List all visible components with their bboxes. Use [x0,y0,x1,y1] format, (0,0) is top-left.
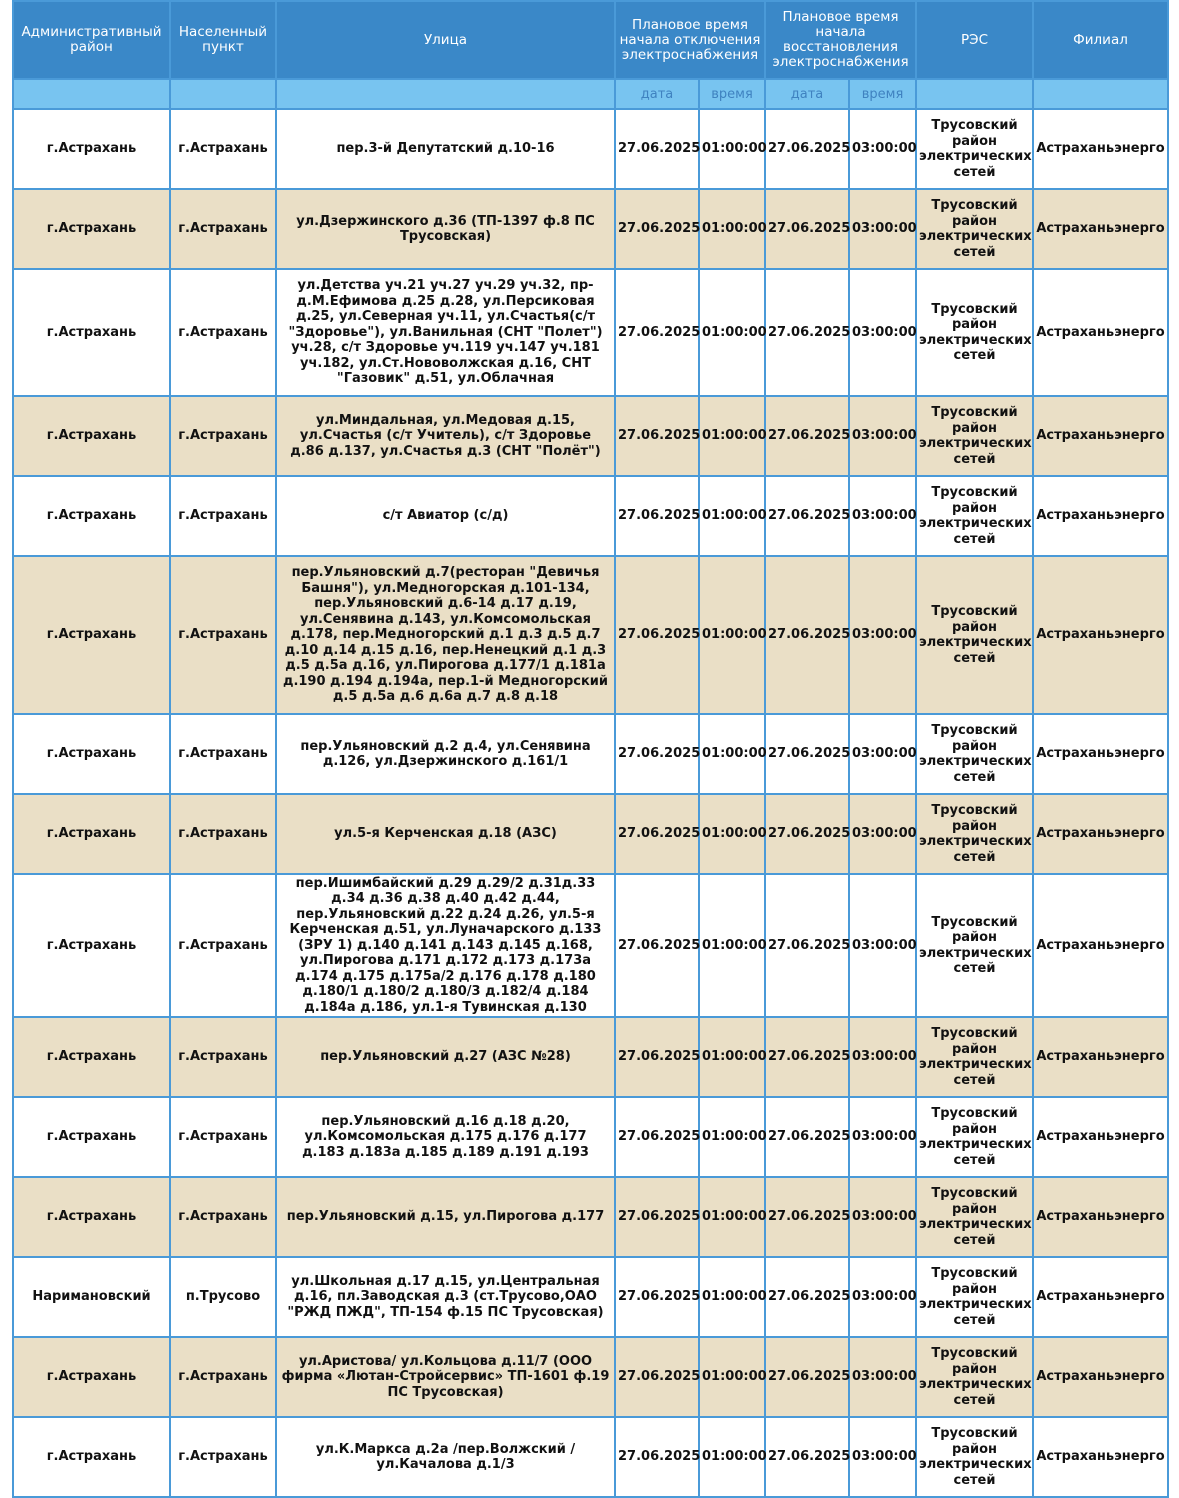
cell-off-date: 27.06.2025 [615,189,699,269]
header-district: Административный район [13,1,170,79]
cell-off-time: 01:00:00 [699,1337,765,1417]
cell-locality: г.Астрахань [170,189,276,269]
cell-off-time: 01:00:00 [699,396,765,476]
cell-branch: Астраханьэнерго [1033,1097,1168,1177]
cell-district: г.Астрахань [13,1417,170,1497]
cell-district: г.Астрахань [13,109,170,189]
cell-street: ул.Детства уч.21 уч.27 уч.29 уч.32, пр-д.М.Ефимова д.25 д.28, ул.Персиковая д.25, ул.Северная уч.11, ул.Счастья(с/т "Здоровье"), ул.Ванильная (СНТ "Полет") уч.28, с/т Здоровье уч.119 уч.147 уч.181 уч.182, ул.Ст.Нововолжская д.16, СНТ "Газовик" д.51, ул.Облачная [276,269,615,396]
cell-locality: п.Трусово [170,1257,276,1337]
cell-res: Трусовский район электрических сетей [916,1337,1033,1417]
cell-district: г.Астрахань [13,189,170,269]
cell-off-date: 27.06.2025 [615,476,699,556]
cell-off-time: 01:00:00 [699,556,765,714]
cell-street: ул.Школьная д.17 д.15, ул.Центральная д.16, пл.Заводская д.3 (ст.Трусово,ОАО "РЖД ПЖД", ТП-154 ф.15 ПС Трусовская) [276,1257,615,1337]
table-row [13,1097,1168,1177]
table-row [13,1177,1168,1257]
cell-on-time: 03:00:00 [849,1337,916,1417]
cell-off-date: 27.06.2025 [615,109,699,189]
cell-branch: Астраханьэнерго [1033,556,1168,714]
cell-locality: г.Астрахань [170,1337,276,1417]
cell-off-date: 27.06.2025 [615,269,699,396]
cell-on-date: 27.06.2025 [765,874,849,1017]
cell-district: г.Астрахань [13,1337,170,1417]
cell-on-time: 03:00:00 [849,109,916,189]
cell-off-time: 01:00:00 [699,1257,765,1337]
cell-off-time: 01:00:00 [699,269,765,396]
table-row [13,396,1168,476]
cell-branch: Астраханьэнерго [1033,476,1168,556]
cell-street: пер.Ишимбайский д.29 д.29/2 д.31д.33 д.34 д.36 д.38 д.40 д.42 д.44, пер.Ульяновский д.22 д.24 д.26, ул.5-я Керченская д.51, ул.Луначарского д.133 (ЗРУ 1) д.140 д.141 д.143 д.145 д.168, ул.Пирогова д.171 д.172 д.173 д.173а д.174 д.175 д.175а/2 д.176 д.178 д.180 д.180/1 д.180/2 д.180/3 д.182/4 д.184 д.184а д.186, ул.1-я Тувинская д.130 [276,874,615,1017]
cell-on-time: 03:00:00 [849,396,916,476]
cell-district: г.Астрахань [13,1177,170,1257]
table-row [13,189,1168,269]
cell-locality: г.Астрахань [170,476,276,556]
cell-district: г.Астрахань [13,556,170,714]
cell-on-date: 27.06.2025 [765,1337,849,1417]
cell-res: Трусовский район электрических сетей [916,1417,1033,1497]
cell-district: г.Астрахань [13,714,170,794]
cell-branch: Астраханьэнерго [1033,1337,1168,1417]
table-row [13,476,1168,556]
cell-off-time: 01:00:00 [699,1017,765,1097]
cell-on-date: 27.06.2025 [765,714,849,794]
cell-on-date: 27.06.2025 [765,269,849,396]
table-body [13,109,1168,1497]
cell-locality: г.Астрахань [170,1097,276,1177]
cell-locality: г.Астрахань [170,1177,276,1257]
cell-branch: Астраханьэнерго [1033,714,1168,794]
cell-locality: г.Астрахань [170,269,276,396]
header-restore-start: Плановое время начала восстановления электроснабжения [765,1,916,79]
cell-res: Трусовский район электрических сетей [916,109,1033,189]
cell-res: Трусовский район электрических сетей [916,269,1033,396]
header-off-start: Плановое время начала отключения электроснабжения [615,1,765,79]
cell-locality: г.Астрахань [170,109,276,189]
table-row [13,714,1168,794]
cell-on-date: 27.06.2025 [765,556,849,714]
cell-on-date: 27.06.2025 [765,1017,849,1097]
cell-on-time: 03:00:00 [849,874,916,1017]
subheader-off-date: дата [615,79,699,109]
table-row [13,1257,1168,1337]
cell-district: г.Астрахань [13,1097,170,1177]
cell-off-date: 27.06.2025 [615,1017,699,1097]
cell-res: Трусовский район электрических сетей [916,1097,1033,1177]
cell-off-date: 27.06.2025 [615,1097,699,1177]
cell-branch: Астраханьэнерго [1033,1177,1168,1257]
cell-street: ул.Дзержинского д.36 (ТП-1397 ф.8 ПС Трусовская) [276,189,615,269]
cell-off-time: 01:00:00 [699,874,765,1017]
cell-street: пер.Ульяновский д.16 д.18 д.20, ул.Комсомольская д.175 д.176 д.177 д.183 д.183а д.185 д.189 д.191 д.193 [276,1097,615,1177]
cell-branch: Астраханьэнерго [1033,1417,1168,1497]
cell-off-date: 27.06.2025 [615,714,699,794]
cell-branch: Астраханьэнерго [1033,189,1168,269]
cell-off-time: 01:00:00 [699,714,765,794]
cell-district: г.Астрахань [13,874,170,1017]
cell-off-time: 01:00:00 [699,109,765,189]
cell-res: Трусовский район электрических сетей [916,714,1033,794]
cell-off-time: 01:00:00 [699,1097,765,1177]
cell-on-time: 03:00:00 [849,1417,916,1497]
table-row [13,1017,1168,1097]
cell-locality: г.Астрахань [170,396,276,476]
cell-on-time: 03:00:00 [849,714,916,794]
header-branch: Филиал [1033,1,1168,79]
cell-off-date: 27.06.2025 [615,1417,699,1497]
cell-res: Трусовский район электрических сетей [916,189,1033,269]
subheader-on-date: дата [765,79,849,109]
cell-off-date: 27.06.2025 [615,396,699,476]
cell-street: ул.Миндальная, ул.Медовая д.15, ул.Счастья (с/т Учитель), с/т Здоровье д.86 д.137, ул.Счастья д.3 (СНТ "Полёт") [276,396,615,476]
cell-res: Трусовский район электрических сетей [916,794,1033,874]
cell-off-time: 01:00:00 [699,794,765,874]
cell-locality: г.Астрахань [170,794,276,874]
cell-street: пер.Ульяновский д.15, ул.Пирогова д.177 [276,1177,615,1257]
cell-locality: г.Астрахань [170,874,276,1017]
cell-street: ул.К.Маркса д.2а /пер.Волжский / ул.Качалова д.1/3 [276,1417,615,1497]
cell-street: пер.Ульяновский д.2 д.4, ул.Сенявина д.126, ул.Дзержинского д.161/1 [276,714,615,794]
header-street: Улица [276,1,615,79]
cell-res: Трусовский район электрических сетей [916,1017,1033,1097]
header-locality: Населенный пункт [170,1,276,79]
cell-district: г.Астрахань [13,1017,170,1097]
cell-on-time: 03:00:00 [849,1177,916,1257]
table-row [13,794,1168,874]
table-row [13,1417,1168,1497]
cell-on-date: 27.06.2025 [765,189,849,269]
cell-street: ул.Аристова/ ул.Кольцова д.11/7 (ООО фирма «Лютан-Стройсервис» ТП-1601 ф.19 ПС Трусовская) [276,1337,615,1417]
cell-off-date: 27.06.2025 [615,1337,699,1417]
cell-off-date: 27.06.2025 [615,1257,699,1337]
cell-off-time: 01:00:00 [699,1417,765,1497]
cell-street: пер.3-й Депутатский д.10-16 [276,109,615,189]
cell-on-time: 03:00:00 [849,556,916,714]
cell-res: Трусовский район электрических сетей [916,1177,1033,1257]
cell-on-time: 03:00:00 [849,794,916,874]
cell-street: ул.5-я Керченская д.18 (АЗС) [276,794,615,874]
cell-on-time: 03:00:00 [849,1257,916,1337]
table-row [13,1337,1168,1417]
cell-locality: г.Астрахань [170,556,276,714]
cell-branch: Астраханьэнерго [1033,269,1168,396]
outage-table [12,0,1169,1498]
cell-branch: Астраханьэнерго [1033,1017,1168,1097]
cell-street: с/т Авиатор (с/д) [276,476,615,556]
cell-off-date: 27.06.2025 [615,556,699,714]
cell-on-date: 27.06.2025 [765,1257,849,1337]
cell-off-date: 27.06.2025 [615,794,699,874]
table-row [13,109,1168,189]
table-row [13,556,1168,714]
cell-on-time: 03:00:00 [849,189,916,269]
cell-res: Трусовский район электрических сетей [916,556,1033,714]
subheader-row [13,79,1168,109]
cell-street: пер.Ульяновский д.7(ресторан "Девичья Башня"), ул.Медногорская д.101-134, пер.Ульяновский д.6-14 д.17 д.19, ул.Сенявина д.143, ул.Комсомольская д.178, пер.Медногорский д.1 д.3 д.5 д.7 д.10 д.14 д.15 д.16, пер.Ненецкий д.1 д.3 д.5 д.5а д.16, ул.Пирогова д.177/1 д.181а д.190 д.194 д.194а, пер.1-й Медногорский д.5 д.5а д.6 д.6а д.7 д.8 д.18 [276,556,615,714]
cell-on-date: 27.06.2025 [765,1417,849,1497]
cell-on-date: 27.06.2025 [765,109,849,189]
cell-district: г.Астрахань [13,794,170,874]
header-row [13,1,1168,79]
cell-district: г.Астрахань [13,396,170,476]
cell-off-date: 27.06.2025 [615,874,699,1017]
table-row [13,269,1168,396]
cell-branch: Астраханьэнерго [1033,396,1168,476]
cell-res: Трусовский район электрических сетей [916,874,1033,1017]
cell-locality: г.Астрахань [170,1417,276,1497]
cell-branch: Астраханьэнерго [1033,874,1168,1017]
cell-locality: г.Астрахань [170,1017,276,1097]
cell-district: г.Астрахань [13,269,170,396]
cell-on-date: 27.06.2025 [765,1097,849,1177]
cell-off-time: 01:00:00 [699,1177,765,1257]
subheader-on-time: время [849,79,916,109]
cell-off-time: 01:00:00 [699,189,765,269]
cell-on-date: 27.06.2025 [765,396,849,476]
cell-on-time: 03:00:00 [849,269,916,396]
cell-branch: Астраханьэнерго [1033,1257,1168,1337]
cell-on-time: 03:00:00 [849,1097,916,1177]
cell-res: Трусовский район электрических сетей [916,1257,1033,1337]
cell-on-date: 27.06.2025 [765,476,849,556]
cell-on-date: 27.06.2025 [765,794,849,874]
cell-res: Трусовский район электрических сетей [916,476,1033,556]
cell-district: Наримановский [13,1257,170,1337]
cell-on-time: 03:00:00 [849,1017,916,1097]
cell-street: пер.Ульяновский д.27 (АЗС №28) [276,1017,615,1097]
cell-off-time: 01:00:00 [699,476,765,556]
cell-on-time: 03:00:00 [849,476,916,556]
outage-table-container [12,0,1167,1498]
cell-res: Трусовский район электрических сетей [916,396,1033,476]
table-row [13,874,1168,1017]
cell-branch: Астраханьэнерго [1033,109,1168,189]
subheader-off-time: время [699,79,765,109]
cell-district: г.Астрахань [13,476,170,556]
header-res: РЭС [916,1,1033,79]
cell-off-date: 27.06.2025 [615,1177,699,1257]
cell-locality: г.Астрахань [170,714,276,794]
cell-on-date: 27.06.2025 [765,1177,849,1257]
cell-branch: Астраханьэнерго [1033,794,1168,874]
